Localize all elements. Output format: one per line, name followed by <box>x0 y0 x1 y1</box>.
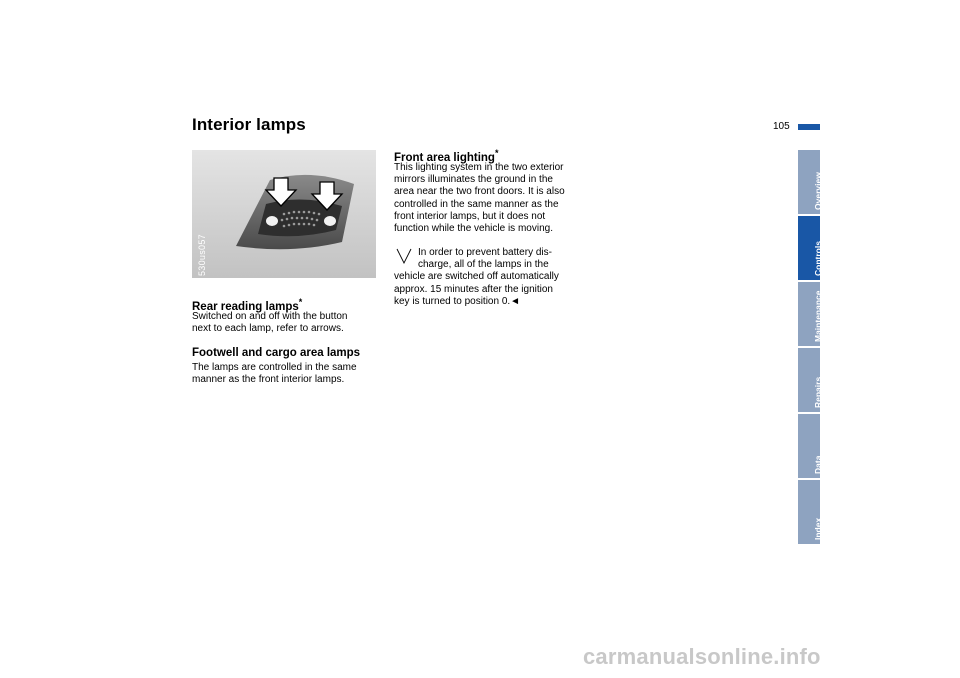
tab-data[interactable] <box>798 414 823 478</box>
note-line-4: approx. 15 minutes after the ignition <box>394 283 553 295</box>
tab-index[interactable] <box>798 480 823 544</box>
optional-equipment-star: * <box>298 297 303 307</box>
rear-reading-line-2: next to each lamp, refer to arrows. <box>192 323 344 335</box>
rear-reading-lamps-heading-text: Rear reading lamps <box>192 300 299 313</box>
front-area-line-3: area near the two front doors. It is also <box>394 186 565 198</box>
tab-repairs[interactable] <box>798 348 823 412</box>
page-number: 105 <box>773 121 790 132</box>
note-line-3: vehicle are switched off automatically <box>394 271 559 283</box>
page-accent-bar <box>798 124 820 130</box>
page-title: Interior lamps <box>192 115 306 134</box>
footwell-cargo-heading: Footwell and cargo area lamps <box>192 347 361 359</box>
rear-reading-lamps-text <box>192 311 376 335</box>
tab-overview[interactable] <box>798 150 823 214</box>
tab-controls[interactable] <box>798 216 823 280</box>
tab-maintenance-label: Maintenance <box>813 290 823 342</box>
footwell-cargo-text <box>192 362 376 386</box>
rear-reading-lamps-figure <box>192 150 376 278</box>
rear-lamps-illustration <box>192 150 376 278</box>
tab-index-label: Index <box>813 517 823 540</box>
front-area-line-5: front interior lamps, but it does not <box>394 210 546 222</box>
front-area-line-2: mirrors illuminates the ground in the <box>394 174 553 186</box>
battery-note-text <box>394 247 582 308</box>
tab-overview-label: Overview <box>813 172 823 210</box>
front-area-line-1: This lighting system in the two exterior <box>394 162 564 173</box>
footwell-line-2: manner as the front interior lamps. <box>192 374 345 386</box>
note-line-1: In order to prevent battery dis- <box>418 247 552 258</box>
front-area-lighting-text <box>394 162 582 235</box>
rear-reading-line-1: Switched on and off with the button <box>192 311 348 322</box>
tab-controls-label: Controls <box>813 241 823 276</box>
tab-repairs-label: Repairs <box>813 376 823 408</box>
front-area-line-4: controlled in the same manner as the <box>394 198 559 210</box>
note-line-2: charge, all of the lamps in the <box>418 259 549 271</box>
tab-maintenance[interactable] <box>798 282 823 346</box>
front-area-lighting-heading-text: Front area lighting <box>394 151 495 164</box>
chapter-tabs <box>798 150 823 546</box>
watermark[interactable]: carmanualsonline.info <box>583 644 821 669</box>
figure-code: 530us057 <box>197 234 207 276</box>
front-area-line-6: function while the vehicle is moving. <box>394 223 553 235</box>
footwell-line-1: The lamps are controlled in the same <box>192 362 357 373</box>
optional-equipment-star: * <box>494 148 499 158</box>
tab-data-label: Data <box>813 455 823 474</box>
note-line-5: key is turned to position 0.◄ <box>394 295 521 307</box>
